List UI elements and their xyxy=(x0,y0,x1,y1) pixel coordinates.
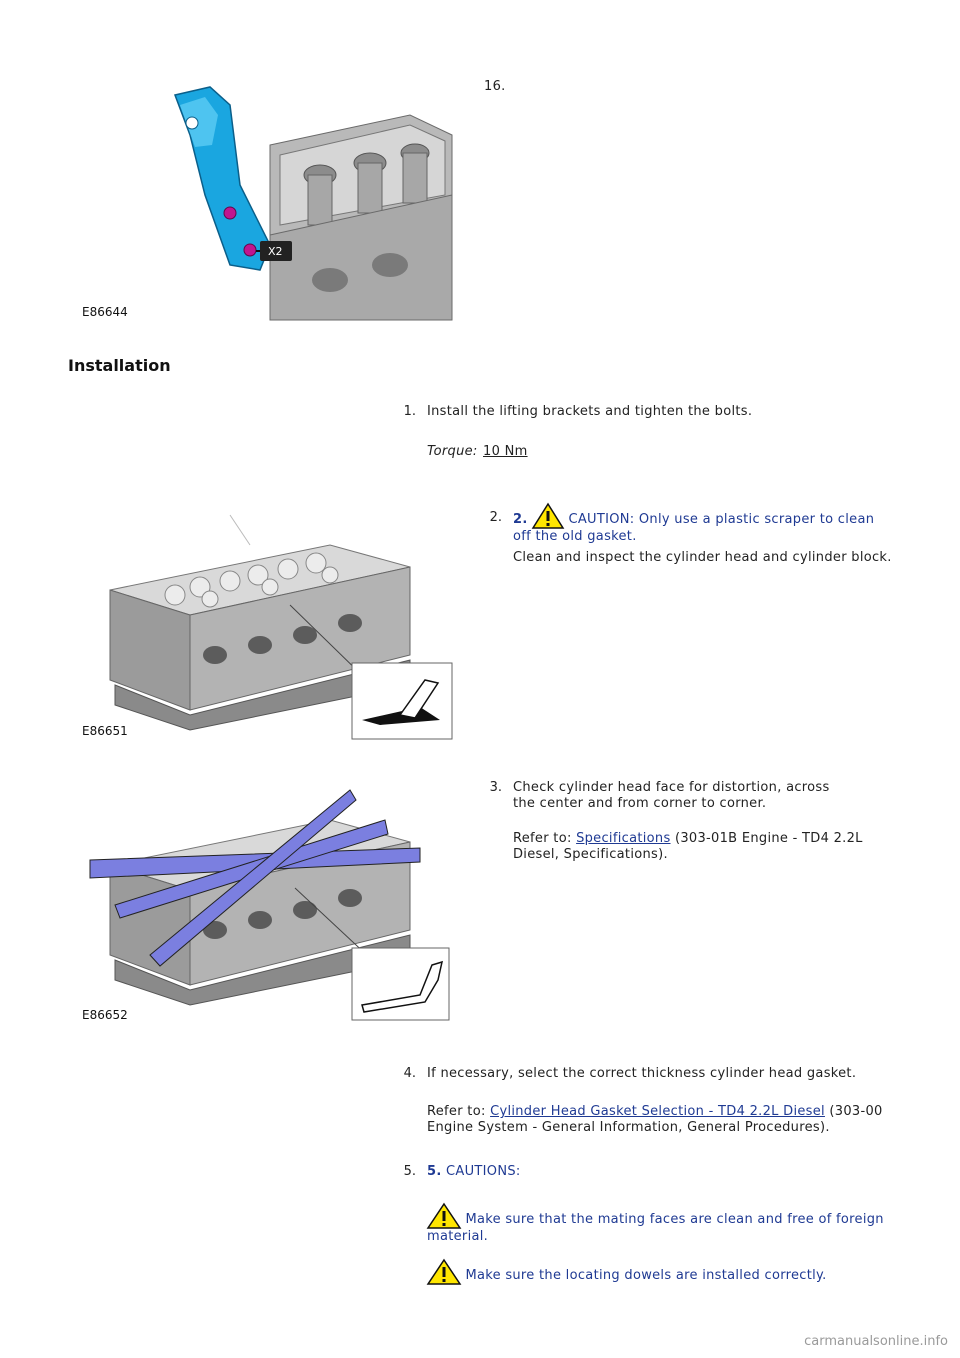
callout-x2: X2 xyxy=(268,245,283,258)
step-4-refer-suffix: (303-00 Engine System - General Information, General Procedures). xyxy=(427,1104,883,1135)
step-5-caution-1 xyxy=(427,1203,887,1245)
step-4-text: If necessary, select the correct thickness cylinder head gasket. xyxy=(427,1066,857,1081)
step-3-reference xyxy=(513,831,873,863)
step-4-reference xyxy=(427,1104,887,1136)
step-5-caution-2 xyxy=(427,1259,887,1285)
step-5-caution-1-text: Make sure that the mating faces are clean and free of foreign material. xyxy=(427,1212,884,1244)
step-1-number: 1. xyxy=(403,404,416,419)
step-1-torque-value: 10 Nm xyxy=(483,444,528,459)
step-1-torque-label: Torque: xyxy=(427,444,478,459)
figure-label-e86651: E86651 xyxy=(82,724,128,738)
step-2-text: Clean and inspect the cylinder head and cylinder block. xyxy=(513,550,892,565)
figure-e86652 xyxy=(80,790,460,1040)
step-2-caution xyxy=(513,503,883,545)
step-5-number: 5. xyxy=(403,1164,416,1179)
figure-e86644 xyxy=(80,75,460,335)
step-5-cautions-title xyxy=(427,1164,521,1180)
step-4-refer-prefix: Refer to: xyxy=(427,1104,486,1119)
figure-label-e86652: E86652 xyxy=(82,1008,128,1022)
link-cylinder-head-gasket-selection[interactable]: Cylinder Head Gasket Selection - TD4 2.2L Diesel xyxy=(490,1104,825,1119)
step-3-number: 3. xyxy=(489,780,502,795)
section-title-installation: Installation xyxy=(68,356,171,375)
step-2-number: 2. xyxy=(489,510,502,525)
step-2-caution-text: CAUTION: Only use a plastic scraper to clean off the old gasket. xyxy=(513,512,875,544)
step-3-refer-prefix: Refer to: xyxy=(513,831,572,846)
figure-label-e86644: E86644 xyxy=(82,305,128,319)
warning-icon xyxy=(427,1259,461,1285)
step-1-text: Install the lifting brackets and tighten the bolts. xyxy=(427,404,753,419)
step-5-caution-2-text: Make sure the locating dowels are installed correctly. xyxy=(465,1268,827,1283)
step-3-text: Check cylinder head face for distortion, across the center and from corner to corner. xyxy=(513,780,830,811)
link-specifications[interactable]: Specifications xyxy=(576,831,671,846)
step-4-number: 4. xyxy=(403,1066,416,1081)
step-2-bold-number: 2. xyxy=(513,512,528,527)
watermark: carmanualsonline.info xyxy=(804,1334,948,1349)
previous-step-number: 16. xyxy=(484,79,506,94)
figure-e86651 xyxy=(80,515,460,745)
warning-icon xyxy=(427,1203,461,1229)
step-5-cautions-label: CAUTIONS: xyxy=(446,1164,521,1179)
step-3-refer-suffix: (303-01B Engine - TD4 2.2L Diesel, Specifications). xyxy=(513,831,863,862)
step-5-bold-number: 5. xyxy=(427,1164,442,1179)
warning-icon xyxy=(532,503,564,529)
